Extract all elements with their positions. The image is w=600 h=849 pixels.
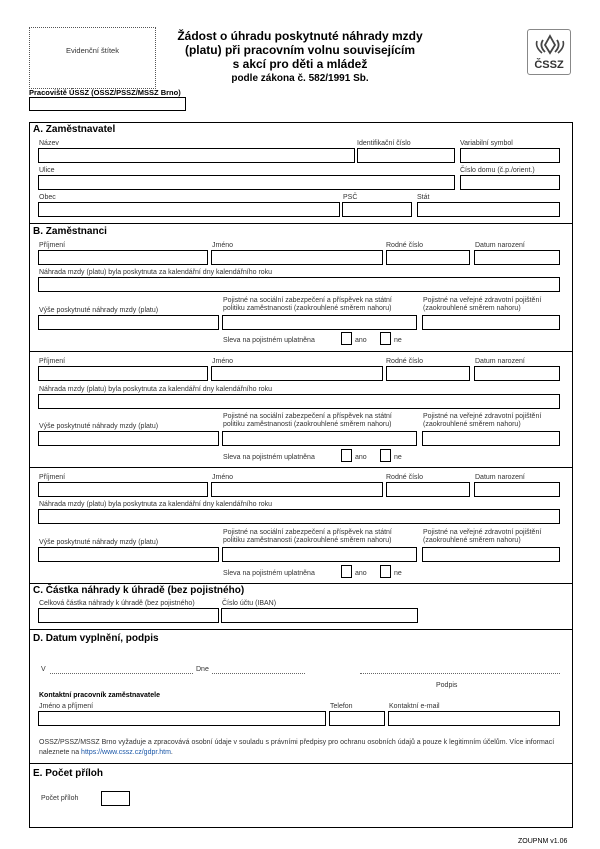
date-line[interactable] <box>212 673 305 674</box>
discount-no-label: ne <box>394 570 402 577</box>
discount-no-label: ne <box>394 337 402 344</box>
form-law: podle zákona č. 582/1991 Sb. <box>231 73 369 84</box>
birth-date-label: Datum narození <box>475 242 525 249</box>
date-label: Dne <box>196 666 209 673</box>
place-line[interactable] <box>50 673 193 674</box>
health-insurance-label-line-2: (zaokrouhlené směrem nahoru) <box>423 305 521 313</box>
account-field[interactable] <box>221 608 418 623</box>
email-field[interactable] <box>388 711 560 726</box>
health-insurance-label-line-1: Pojistné na veřejné zdravotní pojištění <box>423 297 542 304</box>
evidence-stamp-label: Evidenční štítek <box>66 46 119 55</box>
social-insurance-field[interactable] <box>222 547 417 562</box>
evidence-stamp-box <box>29 27 156 89</box>
health-insurance-field[interactable] <box>422 431 560 446</box>
phone-label: Telefon <box>330 703 353 710</box>
surname-label: Příjmení <box>39 358 66 365</box>
section-c-title: C. Částka náhrady k úhradě (bez pojistného) <box>33 585 245 596</box>
amount-label: Výše poskytnuté náhrady mzdy (platu) <box>39 307 159 314</box>
birth-date-field[interactable] <box>474 366 560 381</box>
total-amount-label: Celková částka náhrady k úhradě (bez pojistného) <box>39 600 195 607</box>
firstname-field[interactable] <box>211 250 383 265</box>
cssz-logo-text: ČSSZ <box>534 59 564 71</box>
discount-no-checkbox[interactable] <box>380 565 391 578</box>
total-amount-field[interactable] <box>38 608 219 623</box>
days-field[interactable] <box>38 394 560 409</box>
health-insurance-field[interactable] <box>422 315 560 330</box>
social-insurance-field[interactable] <box>222 431 417 446</box>
section-a-divider <box>30 223 573 224</box>
discount-yes-checkbox[interactable] <box>341 565 352 578</box>
days-label: Náhrada mzdy (platu) byla poskytnuta za kalendářní dny kalendářního roku <box>39 501 273 508</box>
contact-name-label: Jméno a příjmení <box>39 703 94 710</box>
birth-number-field[interactable] <box>386 366 470 381</box>
birth-date-label: Datum narození <box>475 358 525 365</box>
street-field[interactable] <box>38 175 455 190</box>
street-label: Ulice <box>39 167 55 174</box>
discount-label: Sleva na pojistném uplatněna <box>223 570 315 577</box>
section-e-title: E. Počet příloh <box>33 768 104 779</box>
signature-line[interactable] <box>360 673 560 674</box>
birth-date-field[interactable] <box>474 250 560 265</box>
employer-name-label: Název <box>39 140 59 147</box>
social-insurance-label-line-2: politiku zaměstnanosti (zaokrouhlené směrem nahoru) <box>223 421 392 429</box>
gdpr-notice <box>39 738 561 758</box>
discount-no-label: ne <box>394 454 402 461</box>
section-d-divider <box>30 763 573 764</box>
gdpr-end: . <box>170 749 173 756</box>
discount-no-checkbox[interactable] <box>380 332 391 345</box>
employer-id-field[interactable] <box>357 148 455 163</box>
discount-label: Sleva na pojistném uplatněna <box>223 454 315 461</box>
social-insurance-label-line-2: politiku zaměstnanosti (zaokrouhlené směrem nahoru) <box>223 537 392 545</box>
birth-number-field[interactable] <box>386 250 470 265</box>
birth-date-label: Datum narození <box>475 474 525 481</box>
office-field[interactable] <box>29 97 186 111</box>
social-insurance-label-line-1: Pojistné na sociální zabezpečení a příspěvek na státní <box>223 297 392 304</box>
health-insurance-field[interactable] <box>422 547 560 562</box>
form-title <box>160 29 440 71</box>
section-a-title: A. Zaměstnavatel <box>33 124 116 135</box>
country-field[interactable] <box>417 202 560 217</box>
cssz-logo <box>527 29 571 75</box>
house-number-label: Číslo domu (č.p./orient.) <box>460 167 535 174</box>
country-label: Stát <box>417 194 430 201</box>
place-label: V <box>41 666 46 673</box>
form-version: ZOUPNM v1.06 <box>518 838 568 845</box>
employer-id-label: Identifikační číslo <box>357 140 411 147</box>
city-label: Obec <box>39 194 56 201</box>
health-insurance-label <box>423 529 541 545</box>
social-insurance-field[interactable] <box>222 315 417 330</box>
account-label: Číslo účtu (IBAN) <box>222 600 277 607</box>
health-insurance-label-line-2: (zaokrouhlené směrem nahoru) <box>423 421 521 429</box>
surname-field[interactable] <box>38 366 208 381</box>
discount-no-checkbox[interactable] <box>380 449 391 462</box>
social-insurance-label-line-1: Pojistné na sociální zabezpečení a příspěvek na státní <box>223 413 392 420</box>
discount-yes-checkbox[interactable] <box>341 332 352 345</box>
amount-field[interactable] <box>38 431 219 446</box>
surname-label: Příjmení <box>39 474 66 481</box>
amount-field[interactable] <box>38 547 219 562</box>
gdpr-link[interactable]: https://www.cssz.cz/gdpr.htm <box>81 749 171 756</box>
cssz-logo-icon <box>529 32 571 58</box>
employee-divider <box>30 467 573 468</box>
section-b-title: B. Zaměstnanci <box>33 226 107 237</box>
social-insurance-label-line-1: Pojistné na sociální zabezpečení a příspěvek na státní <box>223 529 392 536</box>
form-title-line-3: s akcí pro děti a mládež <box>232 57 368 71</box>
zip-field[interactable] <box>342 202 412 217</box>
city-field[interactable] <box>38 202 340 217</box>
form-title-line-1: Žádost o úhradu poskytnuté náhrady mzdy <box>177 29 423 43</box>
house-number-field[interactable] <box>460 175 560 190</box>
amount-label: Výše poskytnuté náhrady mzdy (platu) <box>39 539 159 546</box>
social-insurance-label <box>223 413 392 429</box>
section-d-title: D. Datum vyplnění, podpis <box>33 633 159 644</box>
discount-yes-label: ano <box>355 570 367 577</box>
birth-number-label: Rodné číslo <box>386 474 423 481</box>
contact-name-field[interactable] <box>38 711 326 726</box>
discount-yes-checkbox[interactable] <box>341 449 352 462</box>
variable-symbol-label: Variabilní symbol <box>460 140 513 147</box>
social-insurance-label <box>223 297 392 313</box>
attachments-field[interactable] <box>101 791 130 806</box>
surname-label: Příjmení <box>39 242 66 249</box>
health-insurance-label-line-1: Pojistné na veřejné zdravotní pojištění <box>423 413 542 420</box>
office-label: Pracoviště ÚSSZ (OSSZ/PSSZ/MSSZ Brno) <box>29 88 181 97</box>
health-insurance-label-line-1: Pojistné na veřejné zdravotní pojištění <box>423 529 542 536</box>
discount-yes-label: ano <box>355 337 367 344</box>
health-insurance-label-line-2: (zaokrouhlené směrem nahoru) <box>423 537 521 545</box>
surname-field[interactable] <box>38 250 208 265</box>
attachments-label: Počet příloh <box>41 795 79 802</box>
firstname-field[interactable] <box>211 366 383 381</box>
social-insurance-label-line-2: politiku zaměstnanosti (zaokrouhlené směrem nahoru) <box>223 305 392 313</box>
zip-label: PSČ <box>343 194 358 201</box>
section-b-divider <box>30 583 573 584</box>
birth-number-label: Rodné číslo <box>386 358 423 365</box>
days-label: Náhrada mzdy (platu) byla poskytnuta za kalendářní dny kalendářního roku <box>39 386 273 393</box>
discount-yes-label: ano <box>355 454 367 461</box>
health-insurance-label <box>423 297 541 313</box>
firstname-label: Jméno <box>212 474 234 481</box>
discount-label: Sleva na pojistném uplatněna <box>223 337 315 344</box>
amount-label: Výše poskytnuté náhrady mzdy (platu) <box>39 423 159 430</box>
birth-number-field[interactable] <box>386 482 470 497</box>
gdpr-text: OSSZ/PSSZ/MSSZ Brno vyžaduje a zpracovává osobní údaje v souladu s právními předpisy pro ochranu osobních údajů a pouze k legitimním účelům. Více informací naleznete na <box>39 739 555 756</box>
firstname-field[interactable] <box>211 482 383 497</box>
social-insurance-label <box>223 529 392 545</box>
days-field[interactable] <box>38 277 560 292</box>
email-label: Kontaktní e-mail <box>389 703 440 710</box>
signature-label: Podpis <box>436 682 458 689</box>
contact-title: Kontaktní pracovník zaměstnavatele <box>39 692 160 699</box>
employee-divider <box>30 351 573 352</box>
birth-number-label: Rodné číslo <box>386 242 423 249</box>
employer-name-field[interactable] <box>38 148 355 163</box>
health-insurance-label <box>423 413 541 429</box>
phone-field[interactable] <box>329 711 385 726</box>
variable-symbol-field[interactable] <box>460 148 560 163</box>
form-title-line-2: (platu) při pracovním volnu souvisejícím <box>184 43 416 57</box>
amount-field[interactable] <box>38 315 219 330</box>
surname-field[interactable] <box>38 482 208 497</box>
birth-date-field[interactable] <box>474 482 560 497</box>
days-field[interactable] <box>38 509 560 524</box>
days-label: Náhrada mzdy (platu) byla poskytnuta za kalendářní dny kalendářního roku <box>39 269 273 276</box>
firstname-label: Jméno <box>212 358 234 365</box>
section-c-divider <box>30 629 573 630</box>
firstname-label: Jméno <box>212 242 234 249</box>
